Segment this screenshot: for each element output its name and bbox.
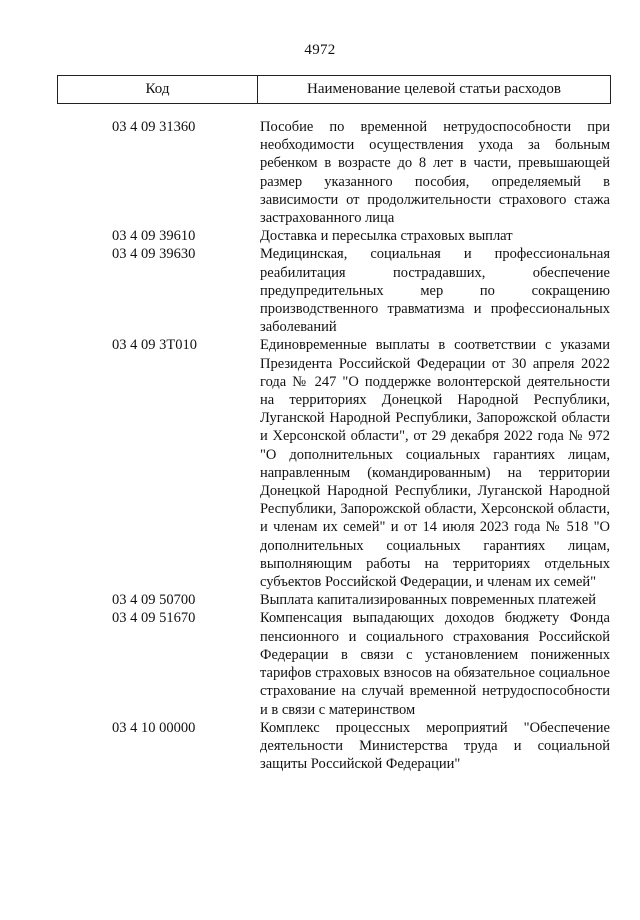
- table-row: [0, 336, 640, 591]
- row-code: 03 4 09 39610: [112, 228, 196, 245]
- row-code: 03 4 10 00000: [112, 719, 196, 736]
- row-code: 03 4 09 50700: [112, 592, 196, 609]
- row-name: Доставка и пересылка страховых выплат: [260, 228, 513, 245]
- row-code: 03 4 09 51670: [112, 610, 196, 627]
- row-name: Медицинская, социальная и профессиональная реабилитация пострадавших, обеспечение предупредительных мер по сокращению производственного травматизма и профессиональных заболеваний: [260, 246, 610, 336]
- page-number: 4972: [304, 42, 336, 58]
- table-row: [0, 609, 640, 718]
- header-code: Код: [58, 76, 258, 103]
- table-header: [57, 75, 611, 104]
- row-name: Компенсация выпадающих доходов бюджету Фонда пенсионного и социального страхования Российской Федерации в связи с установлением пониженных тарифов страховых взносов на обязательное социальное страхование на случай временной нетрудоспособности и в связи с материнством: [260, 610, 610, 718]
- row-name: Выплата капитализированных повременных платежей: [260, 592, 597, 609]
- table-body: [0, 118, 640, 773]
- row-code: 03 4 09 31360: [112, 119, 196, 135]
- table-row: [0, 719, 640, 774]
- row-code: 03 4 09 3Т010: [112, 337, 197, 354]
- row-name: Пособие по временной нетрудоспособности при необходимости осуществления ухода за больным ребенком в возрасте до 8 лет в части, превышающей размер указанного пособия, определяемый в зависимости от продолжительности страхового стажа застрахованного лица: [260, 119, 610, 227]
- table-row: [0, 591, 640, 609]
- table-row: [0, 118, 640, 227]
- table-row: [0, 245, 640, 336]
- row-code: 03 4 09 39630: [112, 246, 196, 263]
- table-row: [0, 227, 640, 245]
- row-name: Комплекс процессных мероприятий "Обеспечение деятельности Министерства труда и социальной защиты Российской Федерации": [260, 719, 610, 773]
- row-name: Единовременные выплаты в соответствии с указами Президента Российской Федерации от 30 апреля 2022 года № 247 "О поддержке волонтерской деятельности на территориях Донецкой Народной Республики, Луганской Народной Республики, Запорожской области и Херсонской области", от 29 декабря 2022 года № 972 "О дополнительных социальных гарантиях лицам, направленным (командированным) на территории Донецкой Народной Республики, Луганской Народной Республики, Запорожской области, Херсонской области, и членам их семей" и от 14 июля 2023 года № 518 "О дополнительных социальных гарантиях лицам, выполняющим работы на территориях отдельных субъектов Российской Федерации, и членам их семей": [260, 337, 610, 591]
- header-name: Наименование целевой статьи расходов: [307, 81, 561, 97]
